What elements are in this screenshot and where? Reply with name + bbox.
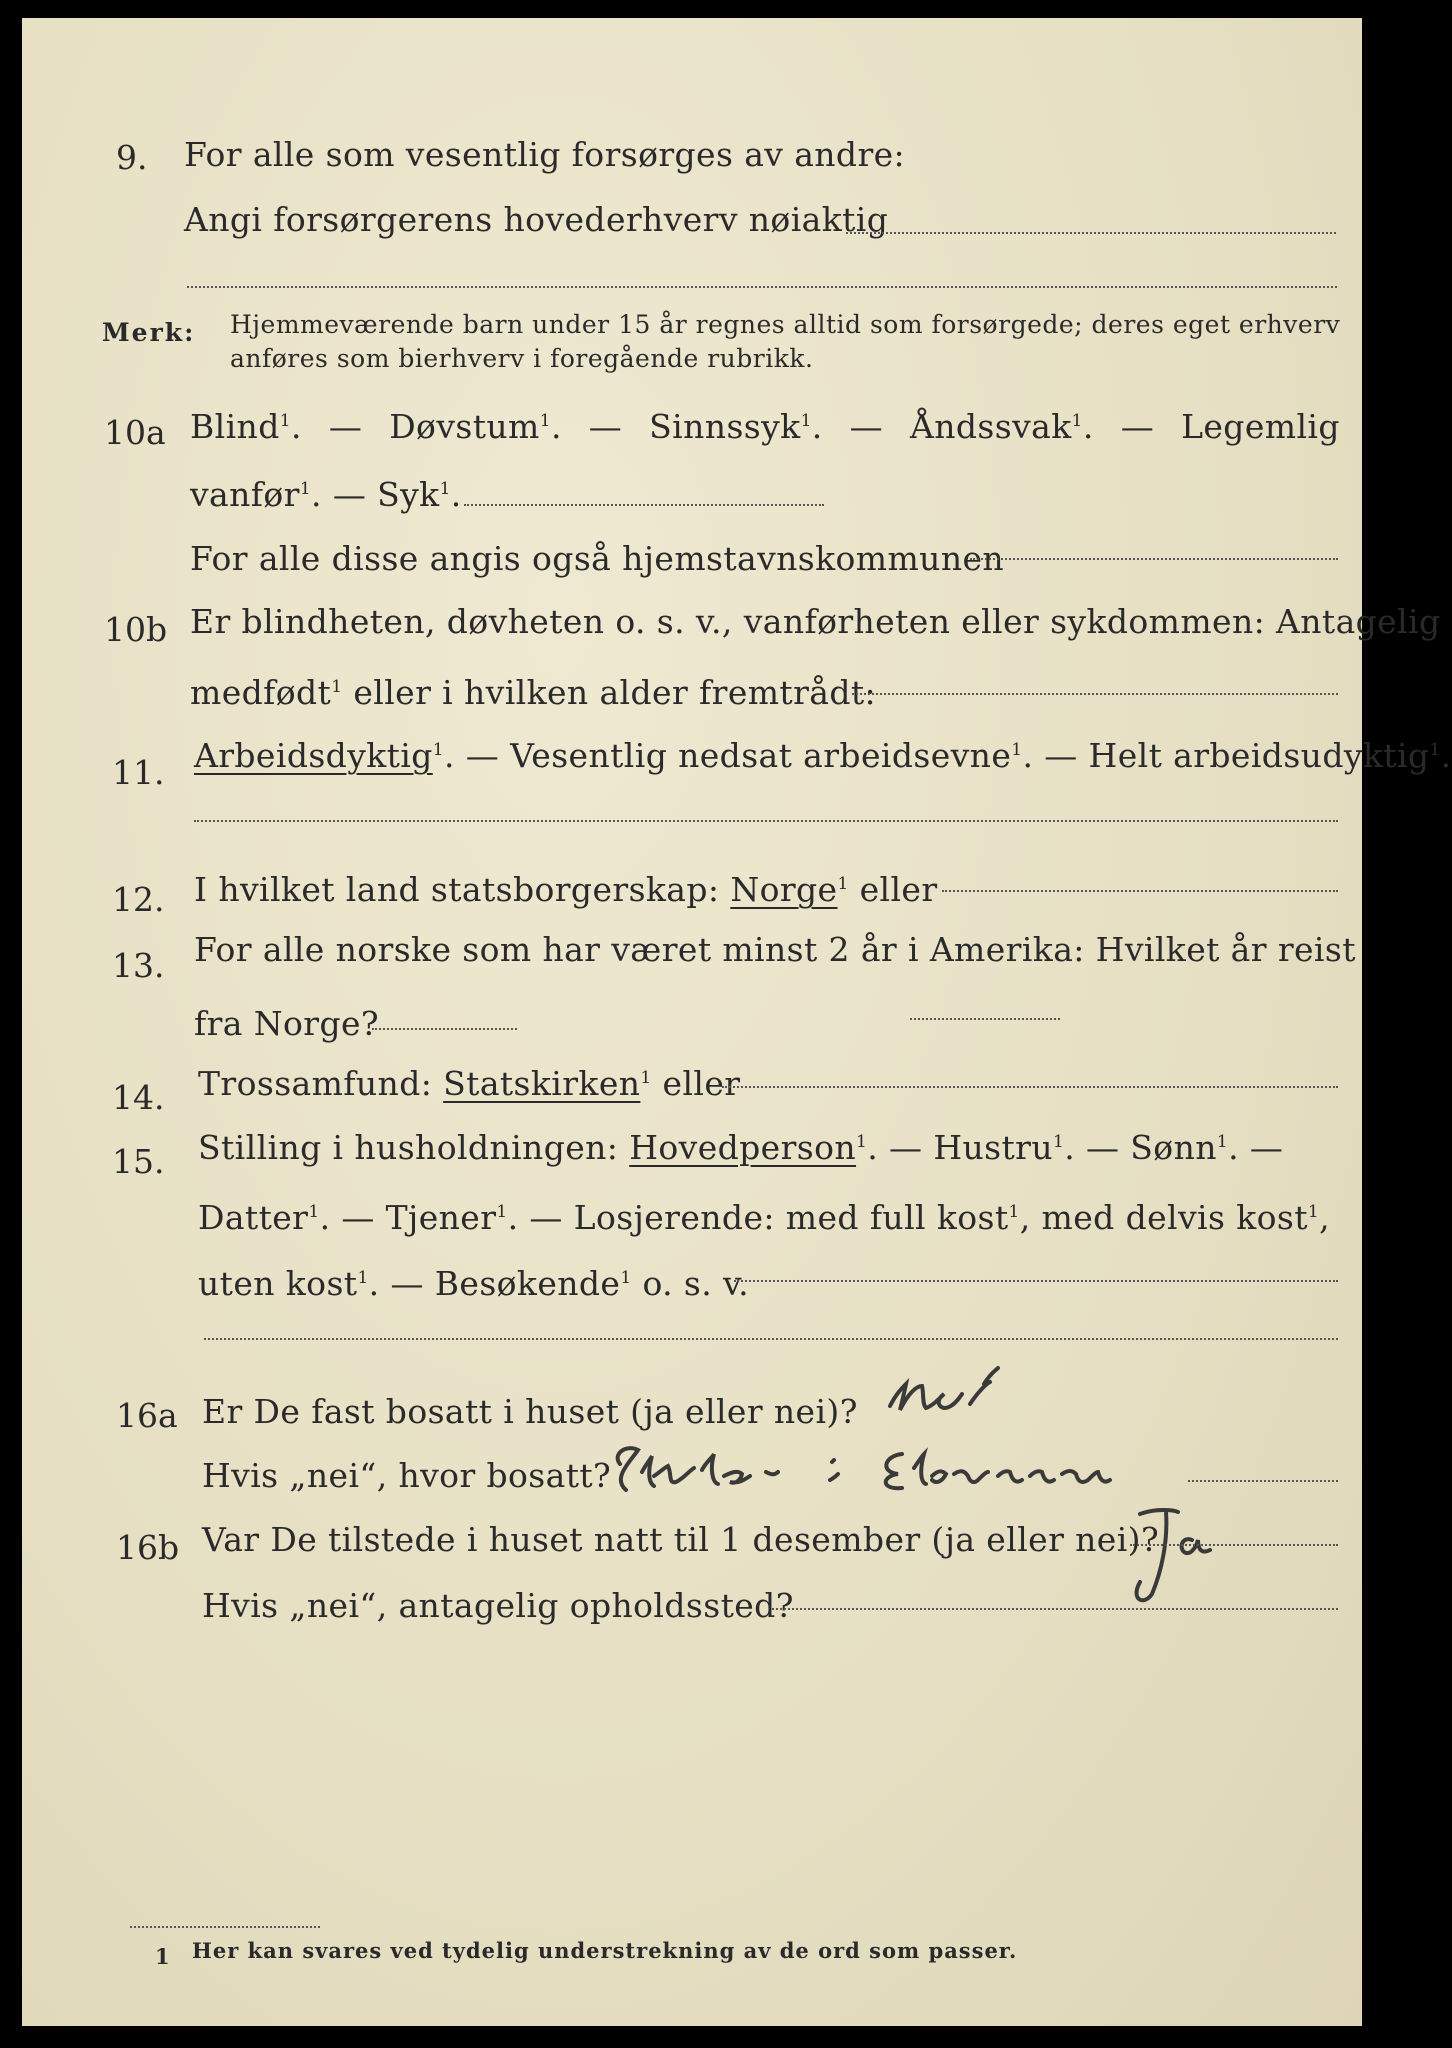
q9-line2: Angi forsørgerens hovederhverv nøiaktig (184, 200, 889, 239)
q10a-dovstum: Døvstum$^1$. (389, 407, 562, 446)
footnote-mark: 1 (155, 1944, 171, 1969)
q10a-legemlig: Legemlig (1181, 407, 1340, 446)
q14-answer-line (722, 1086, 1338, 1088)
q10b-answer-line (852, 693, 1338, 695)
q16b-line2: Hvis „nei“, antagelig opholdssted? (202, 1586, 794, 1625)
q16b-answer-line (1130, 1544, 1338, 1546)
q10a-line1 (190, 407, 1340, 446)
q10b-number: 10b (104, 610, 168, 649)
q16a-handwritten-bosatt (602, 1436, 1302, 1510)
q13-fra: fra Norge? (194, 1004, 380, 1043)
dash: — (849, 407, 884, 446)
q10a-answer-line (464, 504, 824, 506)
q16a-line2: Hvis „nei“, hvor bosatt? (202, 1456, 612, 1495)
q15-number: 15. (112, 1142, 165, 1181)
q10a-line2: vanfør$^1$. — Syk$^1$. (190, 475, 462, 514)
q16b-number: 16b (116, 1528, 180, 1567)
q12-answer-line (942, 890, 1338, 892)
q13-reist-line (372, 1028, 517, 1030)
q16b-handwritten-ja (1126, 1500, 1246, 1614)
q15-line2: Datter$^1$. — Tjener$^1$. — Losjerende: med full kost$^1$, med delvis kost$^1$, (198, 1198, 1330, 1237)
dash: — (1120, 407, 1155, 446)
q13-line1: For alle norske som har været minst 2 år i Amerika: Hvilket år reist (194, 930, 1356, 969)
q14-statskirken-underlined: Statskirken (443, 1064, 641, 1103)
q14-number: 14. (112, 1078, 165, 1117)
q15-answer-line-2 (204, 1338, 1338, 1340)
q15-answer-line (734, 1280, 1338, 1282)
q16a-handwritten-nei (886, 1364, 1066, 1428)
q11-answer-line (194, 820, 1338, 822)
q9-number: 9. (116, 138, 148, 177)
footnote-rule (130, 1926, 320, 1928)
q14-line: Trossamfund: Statskirken$^1$ eller (198, 1064, 741, 1103)
q13-hjemkommet-line (910, 1018, 1060, 1020)
q10a-kommune-line (970, 558, 1338, 560)
q10a-number: 10a (104, 413, 166, 452)
q11-line: Arbeidsdyktig$^1$. — Vesentlig nedsat arbeidsevne$^1$. — Helt arbeidsudyktig$^1$. (194, 736, 1452, 775)
q10a-blind: Blind$^1$. (190, 407, 302, 446)
dash: — (588, 407, 623, 446)
q10a-sinnssyk: Sinnssyk$^1$. (649, 407, 823, 446)
q15-hovedperson-underlined: Hovedperson (629, 1128, 857, 1167)
q12-number: 12. (112, 880, 165, 919)
q15-line1: Stilling i husholdningen: Hovedperson$^1$. — Hustru$^1$. — Sønn$^1$. — (198, 1128, 1284, 1167)
q10b-line2: medfødt$^1$ eller i hvilken alder fremtrådt: (190, 673, 877, 712)
q9-answer-line (846, 232, 1336, 234)
q11-arbeidsdyktig-underlined: Arbeidsdyktig (194, 736, 433, 775)
q12-norge-underlined: Norge (730, 870, 838, 909)
footnote-text: Her kan svares ved tydelig understrekning av de ord som passer. (192, 1938, 1018, 1963)
census-form-page (22, 18, 1452, 2026)
q10a-line3: For alle disse angis også hjemstavnskommunen (190, 539, 1005, 578)
q16a-number: 16a (116, 1396, 178, 1435)
q10b-line1: Er blindheten, døvheten o. s. v., vanførheten eller sykdommen: Antagelig (190, 602, 1441, 641)
merk-line1: Hjemmeværende barn under 15 år regnes alltid som forsørgede; deres eget erhverv (230, 310, 1341, 339)
q9-answer-line-2 (187, 286, 1337, 288)
merk-line2: anføres som bierhverv i foregående rubrikk. (230, 344, 814, 373)
merk-label: Merk: (102, 318, 196, 347)
q13-number: 13. (112, 946, 165, 985)
q16b-answer-line-2 (772, 1608, 1338, 1610)
q16a-answer-line (1188, 1480, 1338, 1482)
dash: — (328, 407, 363, 446)
q9-line1: For alle som vesentlig forsørges av andre: (184, 135, 906, 174)
q12-line: I hvilket land statsborgerskap: Norge$^1$ eller (194, 870, 938, 909)
q16b-line1: Var De tilstede i huset natt til 1 desember (ja eller nei)? (202, 1520, 1160, 1559)
q10a-andssvak: Åndssvak$^1$. (910, 407, 1094, 446)
q15-line3: uten kost$^1$. — Besøkende$^1$ o. s. v. (198, 1264, 750, 1303)
q16a-line1: Er De fast bosatt i huset (ja eller nei)? (202, 1392, 858, 1431)
q11-number: 11. (112, 753, 165, 792)
